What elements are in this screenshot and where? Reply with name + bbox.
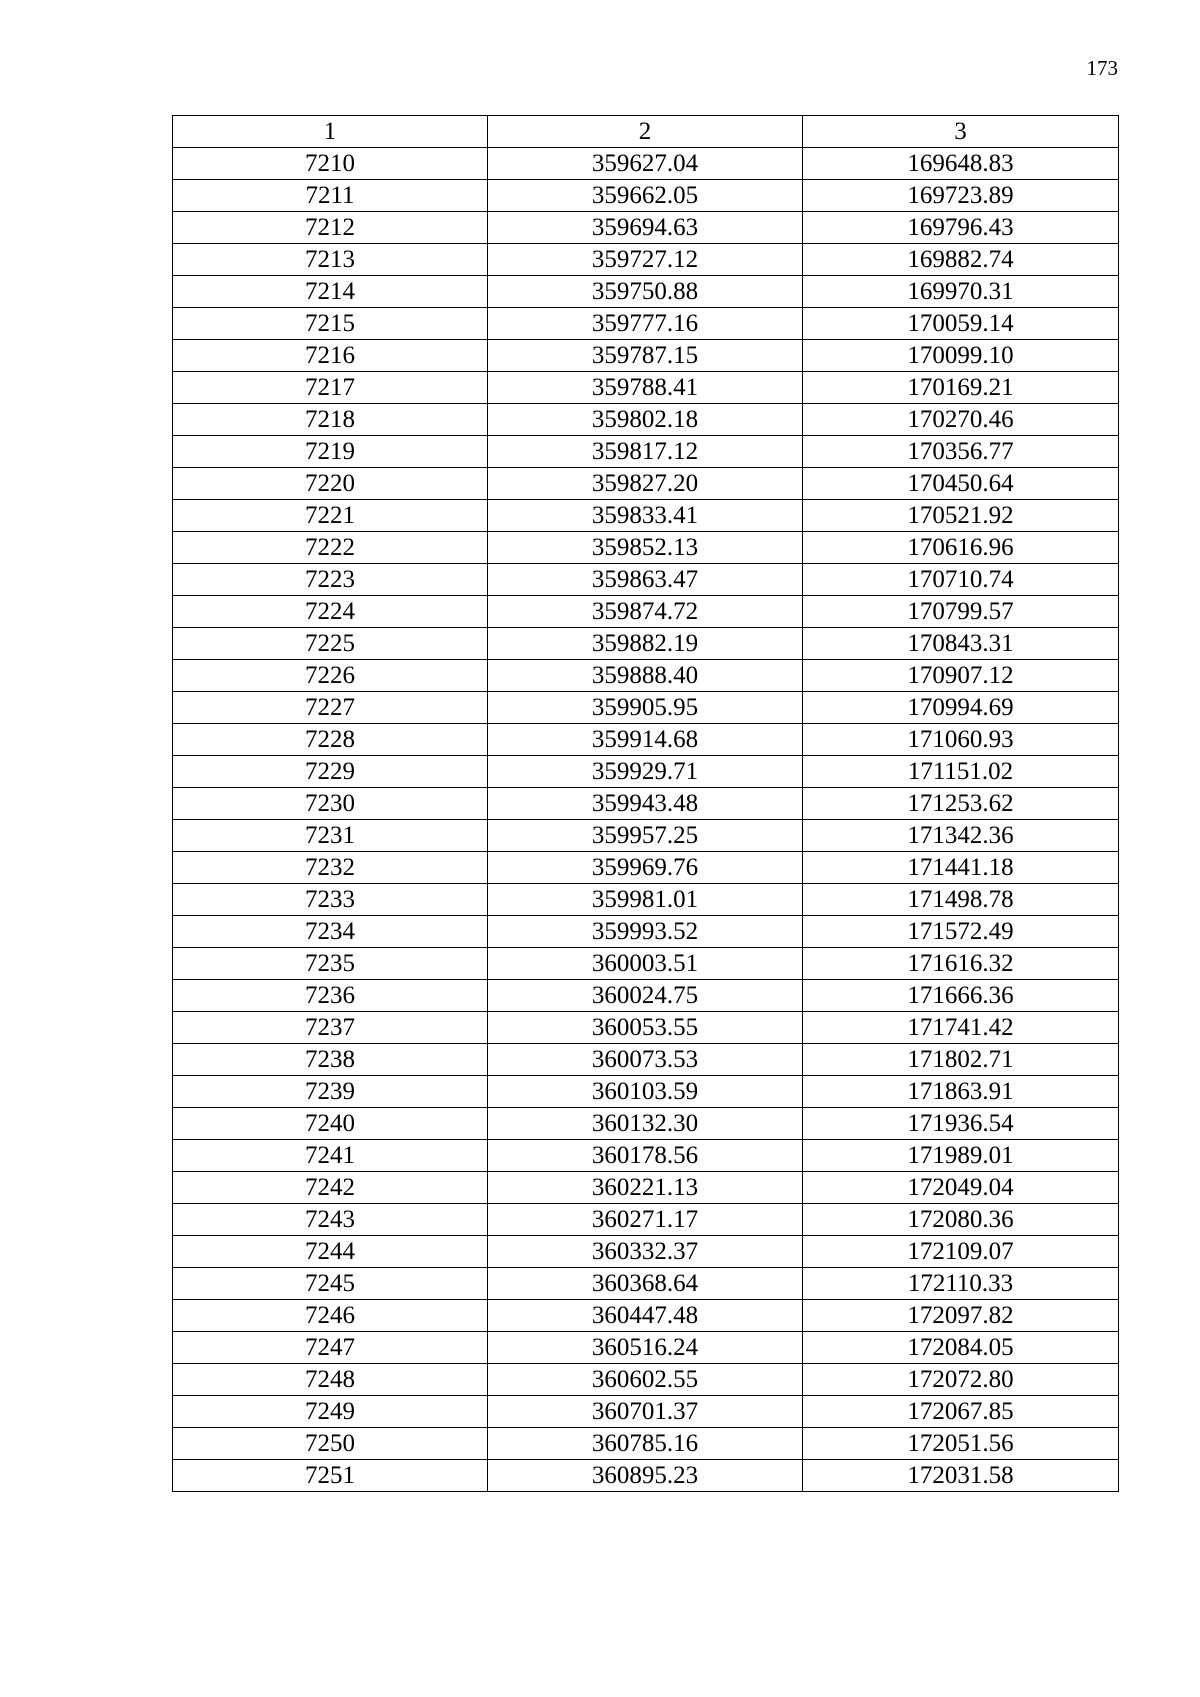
column-header: 1 <box>173 116 488 148</box>
point-number-cell: 7251 <box>173 1460 488 1492</box>
point-number-cell: 7220 <box>173 468 488 500</box>
table-row <box>173 628 1119 660</box>
x-coordinate-cell: 359874.72 <box>488 596 803 628</box>
table-row <box>173 788 1119 820</box>
point-number-cell: 7239 <box>173 1076 488 1108</box>
x-coordinate-cell: 359788.41 <box>488 372 803 404</box>
y-coordinate-cell: 170356.77 <box>803 436 1119 468</box>
y-coordinate-cell: 170521.92 <box>803 500 1119 532</box>
y-coordinate-cell: 172109.07 <box>803 1236 1119 1268</box>
table-row <box>173 980 1119 1012</box>
table-row <box>173 436 1119 468</box>
point-number-cell: 7215 <box>173 308 488 340</box>
point-number-cell: 7219 <box>173 436 488 468</box>
x-coordinate-cell: 360178.56 <box>488 1140 803 1172</box>
point-number-cell: 7226 <box>173 660 488 692</box>
table-row <box>173 1108 1119 1140</box>
x-coordinate-cell: 359694.63 <box>488 212 803 244</box>
y-coordinate-cell: 170843.31 <box>803 628 1119 660</box>
y-coordinate-cell: 170907.12 <box>803 660 1119 692</box>
point-number-cell: 7241 <box>173 1140 488 1172</box>
table-row <box>173 1460 1119 1492</box>
table-row <box>173 180 1119 212</box>
page-number: 173 <box>1086 56 1118 80</box>
y-coordinate-cell: 170616.96 <box>803 532 1119 564</box>
y-coordinate-cell: 169648.83 <box>803 148 1119 180</box>
y-coordinate-cell: 171441.18 <box>803 852 1119 884</box>
point-number-cell: 7217 <box>173 372 488 404</box>
point-number-cell: 7247 <box>173 1332 488 1364</box>
y-coordinate-cell: 172072.80 <box>803 1364 1119 1396</box>
y-coordinate-cell: 171253.62 <box>803 788 1119 820</box>
x-coordinate-cell: 360895.23 <box>488 1460 803 1492</box>
x-coordinate-cell: 359817.12 <box>488 436 803 468</box>
x-coordinate-cell: 359827.20 <box>488 468 803 500</box>
y-coordinate-cell: 169970.31 <box>803 276 1119 308</box>
y-coordinate-cell: 171616.32 <box>803 948 1119 980</box>
x-coordinate-cell: 360447.48 <box>488 1300 803 1332</box>
y-coordinate-cell: 172067.85 <box>803 1396 1119 1428</box>
y-coordinate-cell: 170799.57 <box>803 596 1119 628</box>
x-coordinate-cell: 359750.88 <box>488 276 803 308</box>
point-number-cell: 7235 <box>173 948 488 980</box>
table-row <box>173 244 1119 276</box>
point-number-cell: 7232 <box>173 852 488 884</box>
table-row <box>173 884 1119 916</box>
x-coordinate-cell: 359833.41 <box>488 500 803 532</box>
table-row <box>173 1268 1119 1300</box>
point-number-cell: 7210 <box>173 148 488 180</box>
x-coordinate-cell: 360271.17 <box>488 1204 803 1236</box>
x-coordinate-cell: 360785.16 <box>488 1428 803 1460</box>
point-number-cell: 7231 <box>173 820 488 852</box>
point-number-cell: 7246 <box>173 1300 488 1332</box>
y-coordinate-cell: 171936.54 <box>803 1108 1119 1140</box>
x-coordinate-cell: 359969.76 <box>488 852 803 884</box>
table-row <box>173 532 1119 564</box>
table-row <box>173 340 1119 372</box>
point-number-cell: 7214 <box>173 276 488 308</box>
table-row <box>173 372 1119 404</box>
table-body <box>173 116 1119 1492</box>
table-row <box>173 852 1119 884</box>
table-row <box>173 1428 1119 1460</box>
x-coordinate-cell: 360368.64 <box>488 1268 803 1300</box>
x-coordinate-cell: 359905.95 <box>488 692 803 724</box>
x-coordinate-cell: 359662.05 <box>488 180 803 212</box>
table-row <box>173 1140 1119 1172</box>
table-header-row <box>173 116 1119 148</box>
table-row <box>173 308 1119 340</box>
y-coordinate-cell: 171151.02 <box>803 756 1119 788</box>
x-coordinate-cell: 359957.25 <box>488 820 803 852</box>
point-number-cell: 7216 <box>173 340 488 372</box>
table-row <box>173 1300 1119 1332</box>
x-coordinate-cell: 359993.52 <box>488 916 803 948</box>
y-coordinate-cell: 171572.49 <box>803 916 1119 948</box>
x-coordinate-cell: 360516.24 <box>488 1332 803 1364</box>
table-row <box>173 596 1119 628</box>
coordinates-table <box>172 115 1119 1492</box>
x-coordinate-cell: 359888.40 <box>488 660 803 692</box>
point-number-cell: 7225 <box>173 628 488 660</box>
column-header: 2 <box>488 116 803 148</box>
point-number-cell: 7223 <box>173 564 488 596</box>
x-coordinate-cell: 359943.48 <box>488 788 803 820</box>
table-row <box>173 1236 1119 1268</box>
point-number-cell: 7244 <box>173 1236 488 1268</box>
point-number-cell: 7229 <box>173 756 488 788</box>
x-coordinate-cell: 360003.51 <box>488 948 803 980</box>
point-number-cell: 7242 <box>173 1172 488 1204</box>
x-coordinate-cell: 360132.30 <box>488 1108 803 1140</box>
y-coordinate-cell: 171989.01 <box>803 1140 1119 1172</box>
y-coordinate-cell: 170059.14 <box>803 308 1119 340</box>
x-coordinate-cell: 359852.13 <box>488 532 803 564</box>
table-row <box>173 1044 1119 1076</box>
point-number-cell: 7222 <box>173 532 488 564</box>
column-header: 3 <box>803 116 1119 148</box>
y-coordinate-cell: 172097.82 <box>803 1300 1119 1332</box>
table-row <box>173 916 1119 948</box>
point-number-cell: 7234 <box>173 916 488 948</box>
point-number-cell: 7237 <box>173 1012 488 1044</box>
x-coordinate-cell: 359929.71 <box>488 756 803 788</box>
point-number-cell: 7224 <box>173 596 488 628</box>
point-number-cell: 7238 <box>173 1044 488 1076</box>
table-row <box>173 660 1119 692</box>
y-coordinate-cell: 170169.21 <box>803 372 1119 404</box>
y-coordinate-cell: 171863.91 <box>803 1076 1119 1108</box>
point-number-cell: 7243 <box>173 1204 488 1236</box>
x-coordinate-cell: 360221.13 <box>488 1172 803 1204</box>
point-number-cell: 7249 <box>173 1396 488 1428</box>
x-coordinate-cell: 359787.15 <box>488 340 803 372</box>
table-row <box>173 1396 1119 1428</box>
y-coordinate-cell: 171498.78 <box>803 884 1119 916</box>
y-coordinate-cell: 169723.89 <box>803 180 1119 212</box>
point-number-cell: 7245 <box>173 1268 488 1300</box>
x-coordinate-cell: 359627.04 <box>488 148 803 180</box>
y-coordinate-cell: 169796.43 <box>803 212 1119 244</box>
y-coordinate-cell: 171342.36 <box>803 820 1119 852</box>
table-row <box>173 948 1119 980</box>
y-coordinate-cell: 172049.04 <box>803 1172 1119 1204</box>
table-row <box>173 820 1119 852</box>
table-row <box>173 1364 1119 1396</box>
x-coordinate-cell: 360024.75 <box>488 980 803 1012</box>
y-coordinate-cell: 170710.74 <box>803 564 1119 596</box>
point-number-cell: 7213 <box>173 244 488 276</box>
table-row <box>173 1172 1119 1204</box>
table-row <box>173 724 1119 756</box>
table-row <box>173 500 1119 532</box>
y-coordinate-cell: 172110.33 <box>803 1268 1119 1300</box>
table-row <box>173 1332 1119 1364</box>
x-coordinate-cell: 359981.01 <box>488 884 803 916</box>
x-coordinate-cell: 360053.55 <box>488 1012 803 1044</box>
point-number-cell: 7230 <box>173 788 488 820</box>
table-row <box>173 1204 1119 1236</box>
x-coordinate-cell: 359777.16 <box>488 308 803 340</box>
point-number-cell: 7228 <box>173 724 488 756</box>
x-coordinate-cell: 360103.59 <box>488 1076 803 1108</box>
point-number-cell: 7211 <box>173 180 488 212</box>
point-number-cell: 7248 <box>173 1364 488 1396</box>
y-coordinate-cell: 171802.71 <box>803 1044 1119 1076</box>
point-number-cell: 7250 <box>173 1428 488 1460</box>
table-row <box>173 404 1119 436</box>
point-number-cell: 7218 <box>173 404 488 436</box>
table-row <box>173 148 1119 180</box>
point-number-cell: 7240 <box>173 1108 488 1140</box>
y-coordinate-cell: 171741.42 <box>803 1012 1119 1044</box>
x-coordinate-cell: 360602.55 <box>488 1364 803 1396</box>
point-number-cell: 7221 <box>173 500 488 532</box>
table-row <box>173 212 1119 244</box>
table-row <box>173 692 1119 724</box>
table-row <box>173 276 1119 308</box>
y-coordinate-cell: 172080.36 <box>803 1204 1119 1236</box>
x-coordinate-cell: 359863.47 <box>488 564 803 596</box>
point-number-cell: 7233 <box>173 884 488 916</box>
table-row <box>173 1076 1119 1108</box>
table-row <box>173 564 1119 596</box>
y-coordinate-cell: 171666.36 <box>803 980 1119 1012</box>
y-coordinate-cell: 172051.56 <box>803 1428 1119 1460</box>
point-number-cell: 7227 <box>173 692 488 724</box>
y-coordinate-cell: 170270.46 <box>803 404 1119 436</box>
y-coordinate-cell: 172031.58 <box>803 1460 1119 1492</box>
y-coordinate-cell: 169882.74 <box>803 244 1119 276</box>
x-coordinate-cell: 360701.37 <box>488 1396 803 1428</box>
y-coordinate-cell: 171060.93 <box>803 724 1119 756</box>
table-row <box>173 756 1119 788</box>
x-coordinate-cell: 359882.19 <box>488 628 803 660</box>
point-number-cell: 7212 <box>173 212 488 244</box>
table-row <box>173 1012 1119 1044</box>
x-coordinate-cell: 359914.68 <box>488 724 803 756</box>
x-coordinate-cell: 360332.37 <box>488 1236 803 1268</box>
x-coordinate-cell: 360073.53 <box>488 1044 803 1076</box>
x-coordinate-cell: 359727.12 <box>488 244 803 276</box>
y-coordinate-cell: 170099.10 <box>803 340 1119 372</box>
y-coordinate-cell: 172084.05 <box>803 1332 1119 1364</box>
y-coordinate-cell: 170450.64 <box>803 468 1119 500</box>
table-row <box>173 468 1119 500</box>
x-coordinate-cell: 359802.18 <box>488 404 803 436</box>
point-number-cell: 7236 <box>173 980 488 1012</box>
y-coordinate-cell: 170994.69 <box>803 692 1119 724</box>
